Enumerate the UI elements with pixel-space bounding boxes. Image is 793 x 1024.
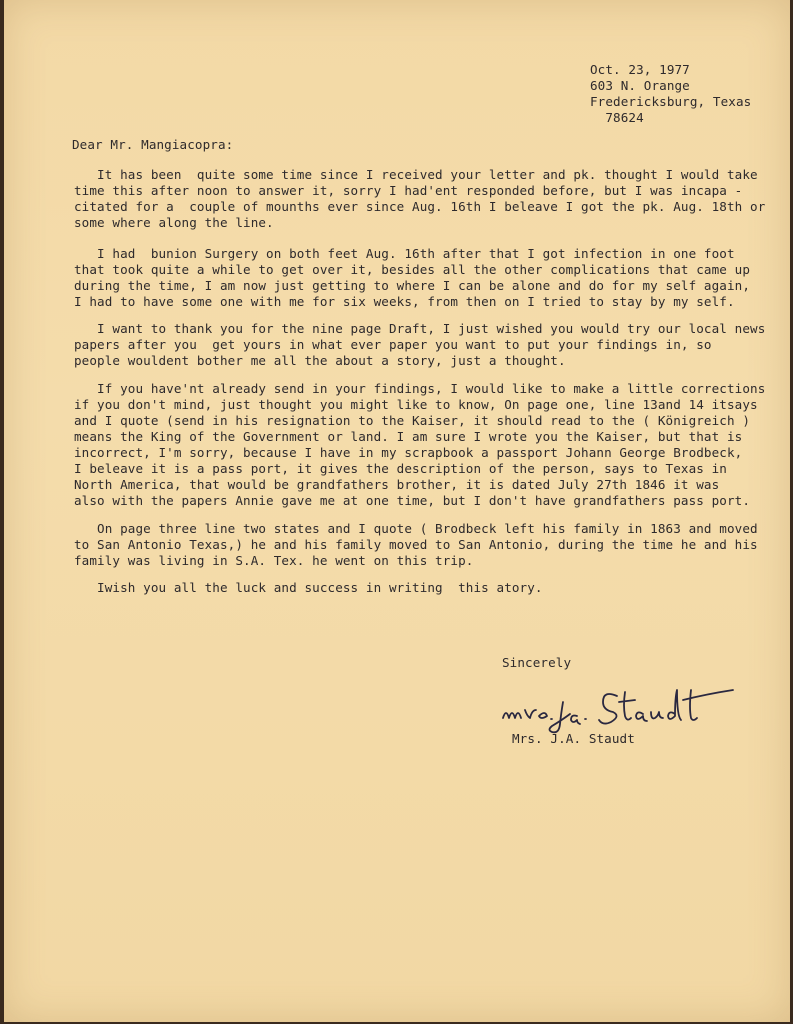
paragraph-line: that took quite a while to get over it, besides all the other complications that came up [74,262,751,277]
paragraph-line: Iwish you all the luck and success in writing this atory. [74,580,543,595]
paragraph-line: and I quote (send in his resignation to the Kaiser, it should read to the ( Königreich ) [74,413,751,428]
salutation: Dear Mr. Mangiacopra: [72,137,234,152]
paragraph-line: means the King of the Government or land. I am sure I wrote you the Kaiser, but that is [74,429,743,444]
paragraph-line: incorrect, I'm sorry, because I have in my scrapbook a passport Johann George Brodbeck, [74,445,743,460]
paragraph-line: I want to thank you for the nine page Draft, I just wished you would try our local news [74,321,766,336]
handwritten-signature [499,676,739,736]
paragraph-line: some where along the line. [74,215,274,230]
paragraph-line: family was living in S.A. Tex. he went on this trip. [74,553,474,568]
paragraph-line: North America, that would be grandfathers brother, it is dated July 27th 1846 it was [74,477,720,492]
paragraph-line: If you have'nt already send in your findings, I would like to make a little corrections [74,381,766,396]
address-street: 603 N. Orange [590,78,690,93]
paragraph-line: I had bunion Surgery on both feet Aug. 16th after that I got infection in one foot [74,246,735,261]
address-zip: 78624 [590,110,644,125]
letter-page [4,0,790,1022]
paragraph-line: On page three line two states and I quote ( Brodbeck left his family in 1863 and moved [74,521,758,536]
paragraph-line: during the time, I am now just getting to where I can be alone and do for my self again, [74,278,751,293]
paragraph-line: I had to have some one with me for six weeks, from then on I tried to stay by my self. [74,294,735,309]
typed-signature: Mrs. J.A. Staudt [512,731,635,746]
paragraph-line: if you don't mind, just thought you might like to know, On page one, line 13and 14 itsays [74,397,758,412]
date-line: Oct. 23, 1977 [590,62,690,77]
address-city: Fredericksburg, Texas [590,94,752,109]
paragraph-line: citated for a couple of mounths ever since Aug. 16th I beleave I got the pk. Aug. 18th or [74,199,766,214]
closing: Sincerely [502,655,572,670]
paragraph-line: to San Antonio Texas,) he and his family moved to San Antonio, during the time he and his [74,537,758,552]
paragraph-line: people wouldent bother me all the about a story, just a thought. [74,353,566,368]
paragraph-line: also with the papers Annie gave me at one time, but I don't have grandfathers pass port. [74,493,751,508]
paragraph-line: papers after you get yours in what ever paper you want to put your findings in, so [74,337,712,352]
paragraph-line: I beleave it is a pass port, it gives the description of the person, says to Texas in [74,461,727,476]
paragraph-line: time this after noon to answer it, sorry I had'ent responded before, but I was incapa - [74,183,743,198]
paragraph-line: It has been quite some time since I received your letter and pk. thought I would take [74,167,758,182]
